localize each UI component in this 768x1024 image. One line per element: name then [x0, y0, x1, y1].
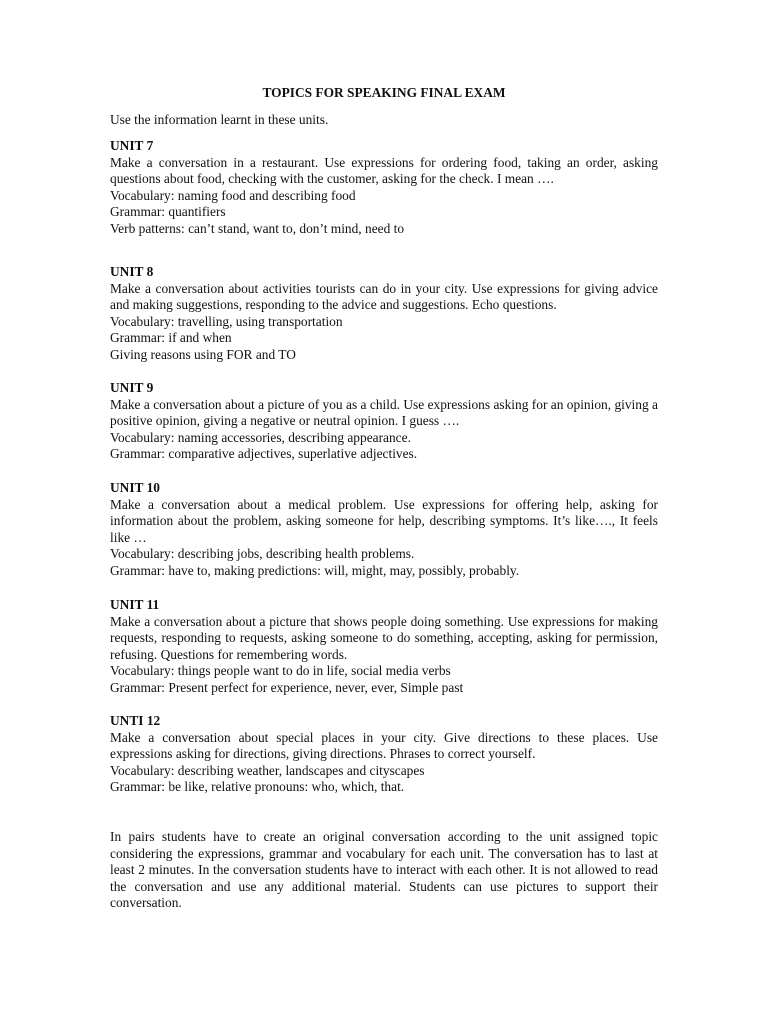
unit-heading: UNIT 9 [110, 380, 154, 395]
unit-section-11 [110, 597, 658, 697]
instructions-paragraph: In pairs students have to create an original conversation according to the unit assigned topic considering the expressions, grammar and vocabulary for each unit. The conversation has to last at least 2 minutes. In the conversation students have to interact with each other. It is not allowed to read the conversation and use any additional material. Students can use pictures to support their conversation. [110, 829, 658, 911]
unit-heading: UNTI 12 [110, 713, 161, 728]
unit-reasons-line: Giving reasons using FOR and TO [110, 346, 296, 362]
unit-section-8 [110, 264, 658, 364]
unit-description: Make a conversation about a picture of you as a child. Use expressions asking for an opinion, giving a positive opinion, giving a negative or neutral opinion. I guess …. [110, 396, 658, 429]
unit-section-10 [110, 480, 658, 580]
unit-description: Make a conversation about a picture that shows people doing something. Use expressions for making requests, responding to requests, asking someone to do something, accepting, asking for permission, refusing. Questions for remembering words. [110, 613, 658, 662]
unit-grammar-line: Grammar: if and when [110, 330, 232, 346]
unit-vocabulary-line: Vocabulary: describing jobs, describing health problems. [110, 546, 415, 562]
unit-heading: UNIT 7 [110, 138, 154, 153]
unit-section-7 [110, 138, 658, 238]
unit-vocabulary-line: Vocabulary: things people want to do in life, social media verbs [110, 663, 451, 679]
unit-description: Make a conversation about special places in your city. Give directions to these places. Use expressions asking for directions, giving directions. Phrases to correct yourself. [110, 729, 658, 762]
intro-text: Use the information learnt in these units. [110, 112, 329, 127]
unit-grammar-line: Grammar: have to, making predictions: will, might, may, possibly, probably. [110, 562, 520, 578]
unit-section-9 [110, 380, 658, 463]
unit-grammar-line: Grammar: quantifiers [110, 204, 226, 220]
unit-grammar-line: Grammar: comparative adjectives, superlative adjectives. [110, 446, 418, 462]
unit-description: Make a conversation about activities tourists can do in your city. Use expressions for giving advice and making suggestions, responding to the advice and suggestions. Echo questions. [110, 280, 658, 313]
unit-description: Make a conversation about a medical problem. Use expressions for offering help, asking for information about the problem, asking someone for help, describing symptoms. It’s like…., It feels like … [110, 496, 658, 545]
unit-heading: UNIT 8 [110, 264, 154, 279]
unit-grammar-line: Grammar: be like, relative pronouns: who, which, that. [110, 779, 405, 795]
unit-section-12 [110, 713, 658, 796]
page-title: TOPICS FOR SPEAKING FINAL EXAM [262, 85, 506, 100]
unit-vocabulary-line: Vocabulary: naming accessories, describing appearance. [110, 429, 411, 445]
unit-vocabulary-line: Vocabulary: describing weather, landscapes and cityscapes [110, 762, 425, 778]
unit-vocabulary-line: Vocabulary: naming food and describing food [110, 187, 356, 203]
unit-vocabulary-line: Vocabulary: travelling, using transportation [110, 313, 343, 329]
unit-heading: UNIT 10 [110, 480, 160, 495]
unit-grammar-line: Grammar: Present perfect for experience, never, ever, Simple past [110, 679, 464, 695]
unit-heading: UNIT 11 [110, 597, 160, 612]
unit-verb-patterns-line: Verb patterns: can’t stand, want to, don’t mind, need to [110, 220, 405, 236]
unit-description: Make a conversation in a restaurant. Use expressions for ordering food, taking an order, asking questions about food, checking with the customer, asking for the check. I mean …. [110, 154, 658, 187]
